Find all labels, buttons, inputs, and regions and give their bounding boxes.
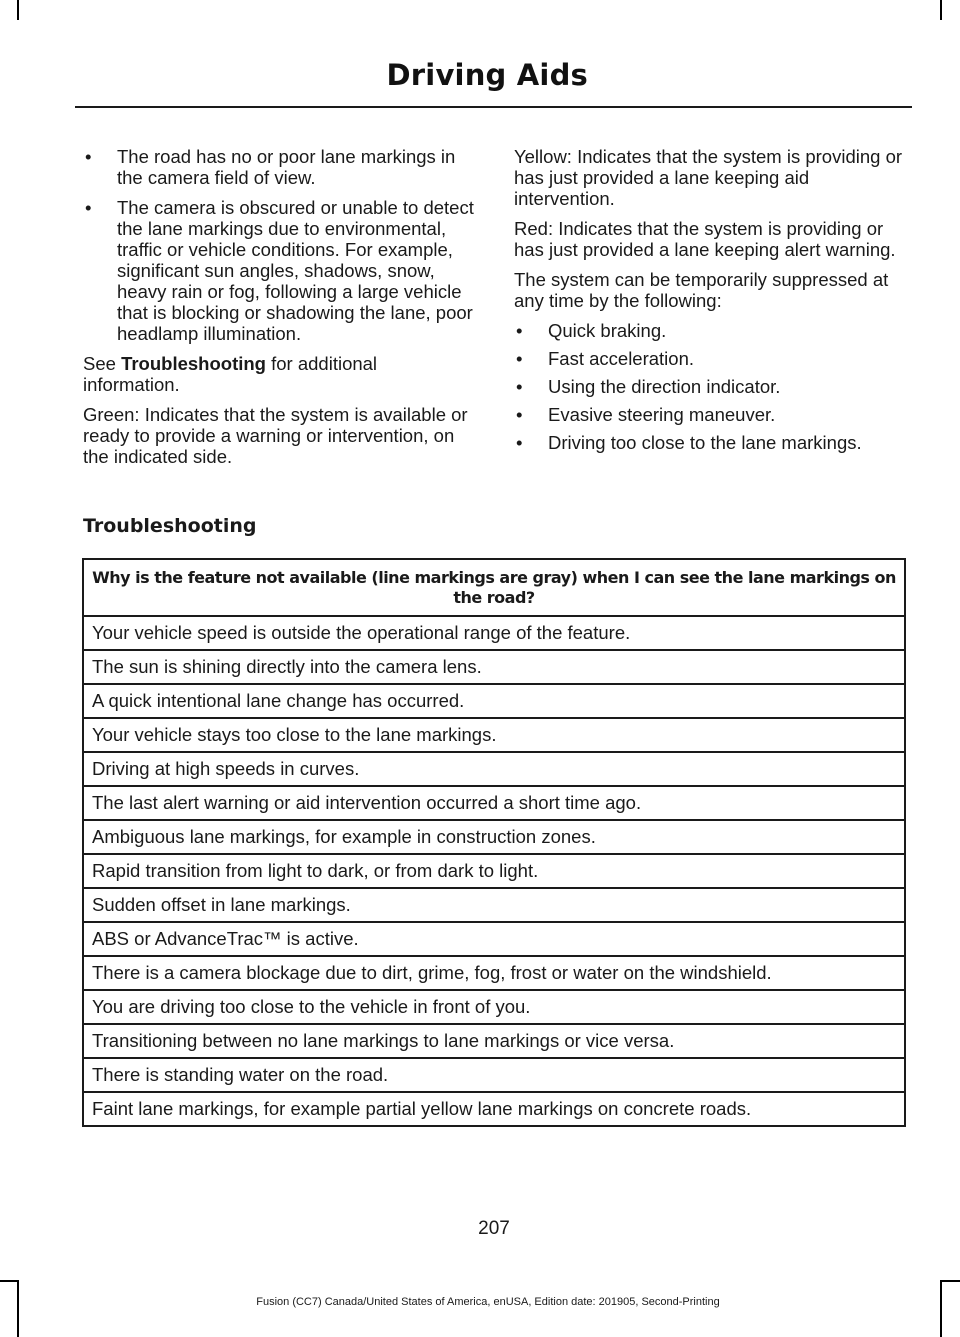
condition-item: • The camera is obscured or unable to detect the lane markings due to environmental, traffic or vehicle conditions. For example, significant sun angles, shadows, snow, heavy rain or fog, following a large vehicle that is blocking or shadowing the lane, poor headlamp illumination. bbox=[83, 197, 478, 344]
condition-item: • The road has no or poor lane markings in the camera field of view. bbox=[83, 146, 478, 188]
condition-list bbox=[83, 146, 478, 344]
red-indicator-text: Red: Indicates that the system is providing or has just provided a lane keeping alert warning. bbox=[514, 218, 896, 260]
crop-mark-top-right bbox=[940, 0, 942, 20]
suppression-intro: The system can be temporarily suppressed at any time by the following: bbox=[514, 269, 889, 311]
suppression-item: • Fast acceleration. bbox=[514, 348, 909, 369]
table-cell: Ambiguous lane markings, for example in construction zones. bbox=[83, 820, 905, 854]
suppression-list bbox=[514, 320, 909, 453]
troubleshooting-table bbox=[82, 558, 906, 1127]
table-row bbox=[83, 922, 905, 956]
table-cell: You are driving too close to the vehicle in front of you. bbox=[83, 990, 905, 1024]
table-row bbox=[83, 990, 905, 1024]
page-section-title: Driving Aids bbox=[386, 58, 588, 92]
suppression-item: • Using the direction indicator. bbox=[514, 376, 909, 397]
table-row bbox=[83, 888, 905, 922]
table-cell: Your vehicle speed is outside the operational range of the feature. bbox=[83, 616, 905, 650]
see-suffix: for additional information. bbox=[83, 353, 378, 395]
table-cell: Transitioning between no lane markings to lane markings or vice versa. bbox=[83, 1024, 905, 1058]
table-row bbox=[83, 1092, 905, 1126]
table-cell: Sudden offset in lane markings. bbox=[83, 888, 905, 922]
table-row bbox=[83, 752, 905, 786]
footer-edition-text: Fusion (CC7) Canada/United States of America, enUSA, Edition date: 201905, Second-Printing bbox=[256, 1296, 720, 1308]
table-cell: Driving at high speeds in curves. bbox=[83, 752, 905, 786]
see-reference bbox=[83, 353, 478, 395]
table-row bbox=[83, 786, 905, 820]
table-row bbox=[83, 616, 905, 650]
table-row bbox=[83, 820, 905, 854]
suppression-item: • Driving too close to the lane markings. bbox=[514, 432, 909, 453]
table-row bbox=[83, 854, 905, 888]
table-row bbox=[83, 956, 905, 990]
troubleshooting-link[interactable]: Troubleshooting bbox=[121, 353, 266, 374]
table-cell: There is standing water on the road. bbox=[83, 1058, 905, 1092]
left-column bbox=[83, 146, 478, 476]
table-row bbox=[83, 1058, 905, 1092]
see-prefix: See bbox=[83, 353, 122, 374]
table-row bbox=[83, 650, 905, 684]
table-cell: Faint lane markings, for example partial yellow lane markings on concrete roads. bbox=[83, 1092, 905, 1126]
table-cell: ABS or AdvanceTrac™ is active. bbox=[83, 922, 905, 956]
page-number: 207 bbox=[478, 1218, 510, 1239]
table-cell: A quick intentional lane change has occurred. bbox=[83, 684, 905, 718]
crop-mark-bottom-right-h bbox=[940, 1280, 960, 1282]
table-header-row bbox=[83, 559, 905, 616]
table-row bbox=[83, 718, 905, 752]
table-row bbox=[83, 1024, 905, 1058]
table-row bbox=[83, 684, 905, 718]
crop-mark-bottom-left-h bbox=[0, 1280, 19, 1282]
right-column bbox=[514, 146, 909, 460]
header-divider bbox=[75, 106, 912, 108]
yellow-indicator-text: Yellow: Indicates that the system is providing or has just provided a lane keeping aid intervention. bbox=[514, 146, 903, 209]
table-cell: Rapid transition from light to dark, or from dark to light. bbox=[83, 854, 905, 888]
crop-mark-top-left bbox=[17, 0, 19, 20]
table-header-cell: Why is the feature not available (line markings are gray) when I can see the lane markings on the road? bbox=[83, 559, 905, 616]
table-cell: The sun is shining directly into the camera lens. bbox=[83, 650, 905, 684]
green-indicator-text: Green: Indicates that the system is available or ready to provide a warning or intervention, on the indicated side. bbox=[83, 404, 468, 467]
table-cell: Your vehicle stays too close to the lane markings. bbox=[83, 718, 905, 752]
crop-mark-bottom-left bbox=[17, 1280, 19, 1337]
table-cell: The last alert warning or aid intervention occurred a short time ago. bbox=[83, 786, 905, 820]
crop-mark-bottom-right bbox=[940, 1280, 942, 1337]
suppression-item: • Quick braking. bbox=[514, 320, 909, 341]
table-cell: There is a camera blockage due to dirt, grime, fog, frost or water on the windshield. bbox=[83, 956, 905, 990]
troubleshooting-heading: Troubleshooting bbox=[83, 515, 257, 537]
suppression-item: • Evasive steering maneuver. bbox=[514, 404, 909, 425]
